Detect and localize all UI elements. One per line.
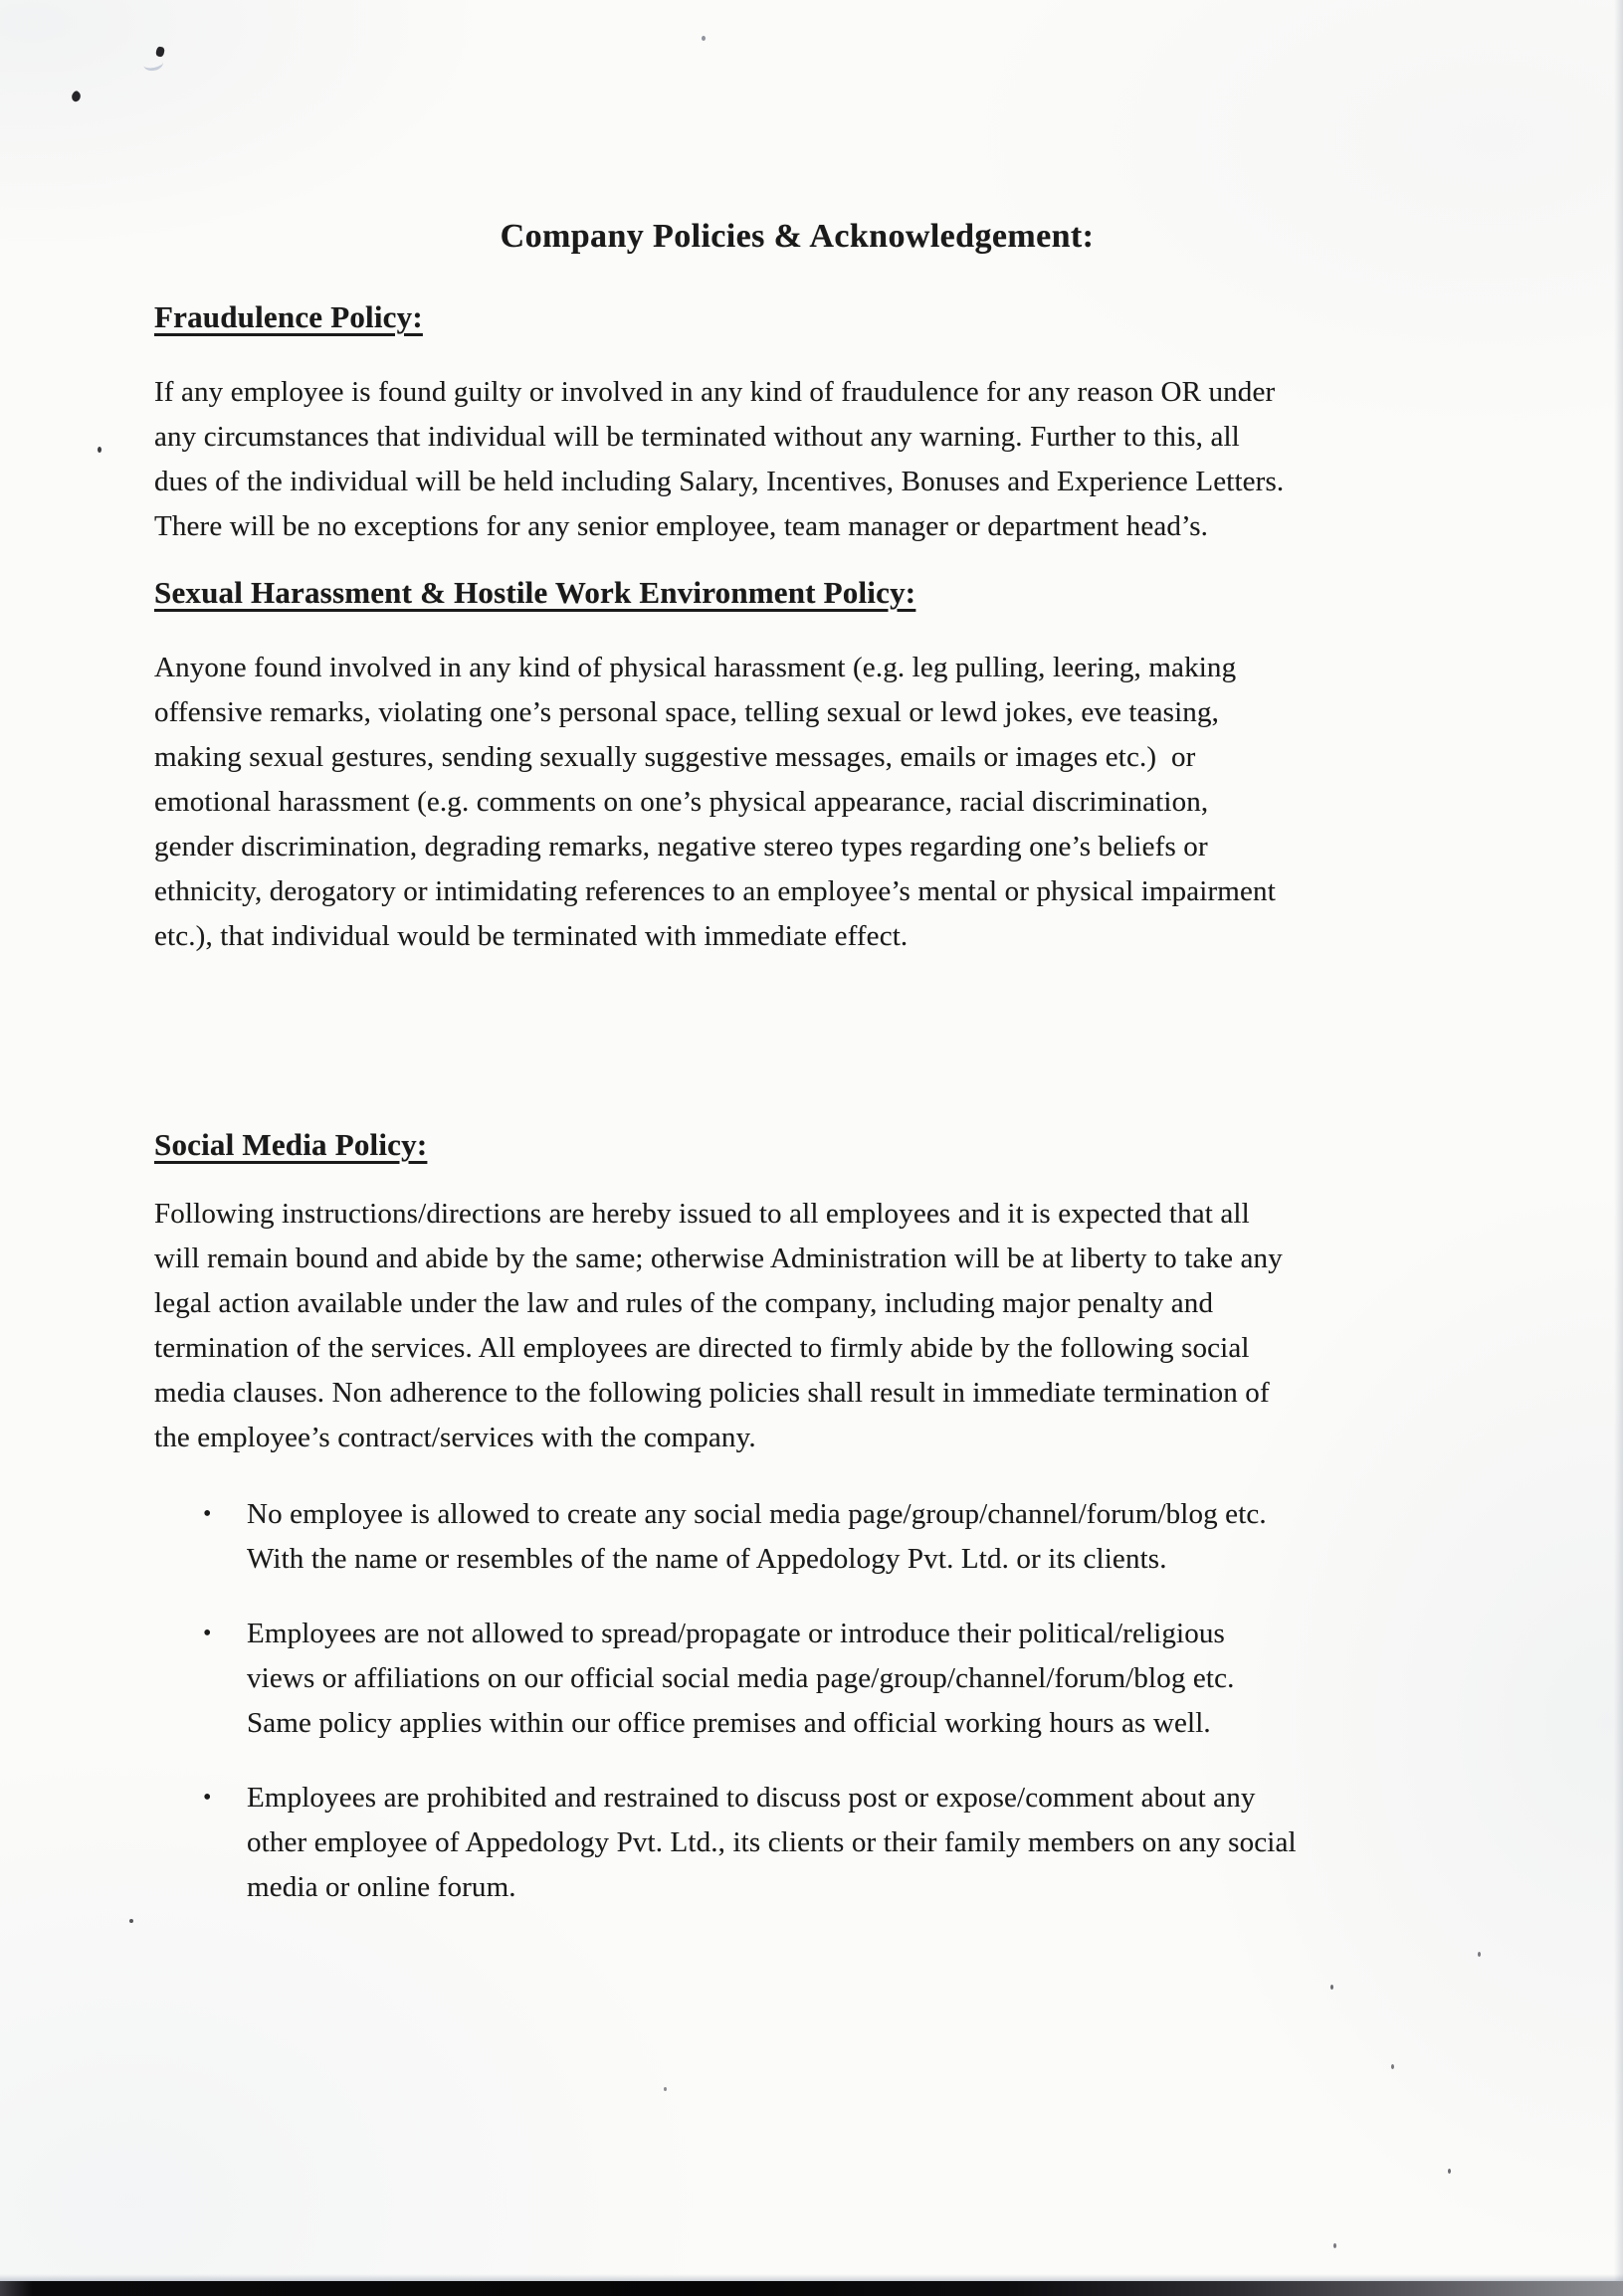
page-title: Company Policies & Acknowledgement: bbox=[500, 218, 1095, 255]
text-line: etc.), that individual would be terminated with immediate effect. bbox=[154, 920, 909, 952]
section-heading-fraudulence-policy: Fraudulence Policy: bbox=[154, 299, 423, 334]
ink-speck bbox=[1330, 1985, 1333, 1990]
bullet-item-social-media-3 bbox=[154, 1776, 1297, 1910]
scan-bottom-edge-fade bbox=[0, 2274, 1623, 2281]
bullet-icon: • bbox=[203, 1501, 212, 1527]
text-line: Anyone found involved in any kind of physical harassment (e.g. leg pulling, leering, making bbox=[154, 652, 1237, 683]
text-line: gender discrimination, degrading remarks, negative stereo types regarding one’s beliefs or bbox=[154, 831, 1208, 862]
paragraph-sexual-harassment-policy bbox=[154, 646, 1276, 959]
paragraph-social-media-policy bbox=[154, 1192, 1283, 1460]
ink-speck bbox=[664, 2087, 667, 2091]
ink-speck bbox=[98, 447, 101, 453]
text-line: emotional harassment (e.g. comments on one’s physical appearance, racial discrimination, bbox=[154, 786, 1209, 818]
text-line: media or online forum. bbox=[247, 1871, 516, 1903]
ink-speck bbox=[702, 36, 706, 41]
text-line: No employee is allowed to create any social media page/group/channel/forum/blog etc. bbox=[247, 1498, 1267, 1530]
text-line: any circumstances that individual will be terminated without any warning. Further to this, all bbox=[154, 421, 1240, 453]
text-line: will remain bound and abide by the same; otherwise Administration will be at liberty to take any bbox=[154, 1243, 1283, 1274]
text-line: the employee’s contract/services with the company. bbox=[154, 1422, 756, 1453]
text-line: making sexual gestures, sending sexually suggestive messages, emails or images etc.) or bbox=[154, 741, 1196, 773]
section-heading-sexual-harassment-policy: Sexual Harassment & Hostile Work Environment Policy: bbox=[154, 575, 916, 610]
text-line: dues of the individual will be held including Salary, Incentives, Bonuses and Experience Letters. bbox=[154, 466, 1285, 497]
bullet-item-social-media-2 bbox=[154, 1612, 1235, 1746]
text-line: There will be no exceptions for any senior employee, team manager or department head’s. bbox=[154, 510, 1209, 542]
text-line: views or affiliations on our official social media page/group/channel/forum/blog etc. bbox=[247, 1662, 1235, 1694]
paragraph-fraudulence-policy bbox=[154, 370, 1284, 549]
bullet-text bbox=[247, 1612, 1235, 1746]
text-line: media clauses. Non adherence to the following policies shall result in immediate termination of bbox=[154, 1377, 1270, 1409]
text-line: ethnicity, derogatory or intimidating references to an employee’s mental or physical impairment bbox=[154, 875, 1276, 907]
bullet-icon: • bbox=[203, 1785, 212, 1811]
bullet-text bbox=[247, 1492, 1267, 1582]
bullet-icon: • bbox=[203, 1621, 212, 1646]
ink-speck bbox=[129, 1919, 133, 1923]
text-line: termination of the services. All employees are directed to firmly abide by the following social bbox=[154, 1332, 1250, 1364]
text-line: Employees are not allowed to spread/propagate or introduce their political/religious bbox=[247, 1618, 1225, 1649]
ink-speck bbox=[70, 90, 83, 102]
ink-speck bbox=[1391, 2064, 1394, 2069]
bullet-item-social-media-1 bbox=[154, 1492, 1267, 1582]
bullet-text bbox=[247, 1776, 1297, 1910]
document-content bbox=[154, 0, 1440, 2296]
text-line: If any employee is found guilty or involved in any kind of fraudulence for any reason OR under bbox=[154, 376, 1276, 408]
ink-speck bbox=[1333, 2243, 1336, 2248]
text-line: legal action available under the law and rules of the company, including major penalty and bbox=[154, 1287, 1214, 1319]
text-line: offensive remarks, violating one’s personal space, telling sexual or lewd jokes, eve teasing, bbox=[154, 696, 1219, 728]
text-line: Employees are prohibited and restrained to discuss post or expose/comment about any bbox=[247, 1782, 1256, 1814]
section-heading-social-media-policy: Social Media Policy: bbox=[154, 1127, 428, 1162]
ink-speck bbox=[1478, 1952, 1481, 1957]
ink-speck bbox=[1448, 2169, 1451, 2174]
text-line: Same policy applies within our office premises and official working hours as well. bbox=[247, 1707, 1211, 1739]
scan-right-edge-shadow bbox=[1614, 0, 1623, 2296]
text-line: With the name or resembles of the name of Appedology Pvt. Ltd. or its clients. bbox=[247, 1543, 1167, 1575]
scan-bottom-edge-bar bbox=[0, 2281, 1623, 2296]
text-line: other employee of Appedology Pvt. Ltd., its clients or their family members on any social bbox=[247, 1826, 1297, 1858]
text-line: Following instructions/directions are hereby issued to all employees and it is expected that all bbox=[154, 1198, 1250, 1230]
